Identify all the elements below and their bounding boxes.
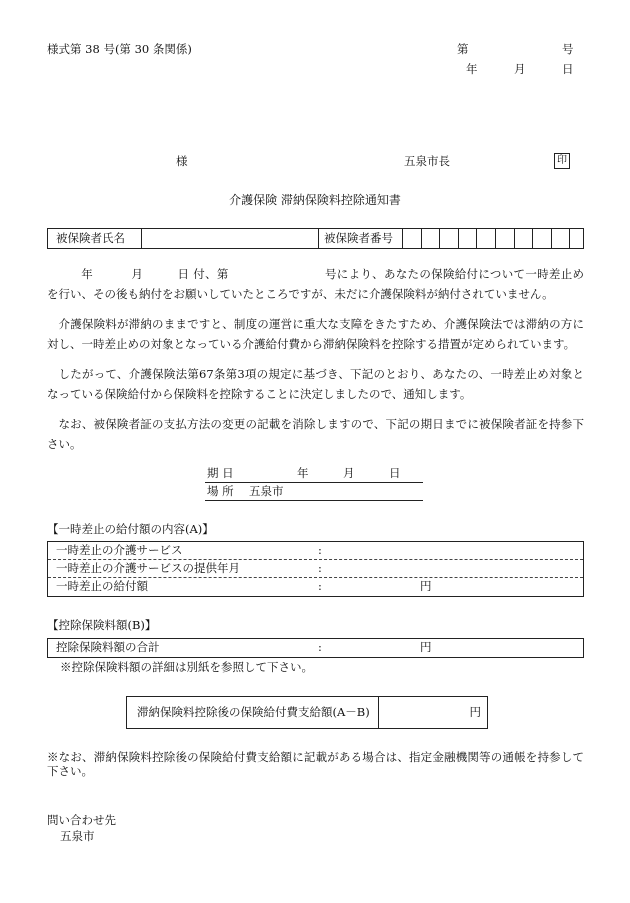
insured-number-digit[interactable] (570, 229, 583, 248)
insured-name-label: 被保険者氏名 (48, 229, 142, 248)
place-value: 五泉市 (249, 484, 284, 498)
paragraph-4: なお、被保険者証の支払方法の変更の記載を消除しますので、下記の期日までに被保険者証を持参下さい。 (47, 417, 584, 451)
insured-number-digit[interactable] (422, 229, 441, 248)
seal-mark: 印 (554, 153, 570, 169)
row-colon: : (318, 579, 322, 594)
insured-number-digit[interactable] (552, 229, 571, 248)
section-b-heading: 【控除保険料額(B)】 (47, 618, 157, 632)
net-benefit-label: 滞納保険料控除後の保険給付費支給額(A－B) (127, 697, 379, 728)
row-label: 一時差止の介護サービス (56, 542, 183, 557)
form-number: 様式第 38 号(第 30 条関係) (47, 42, 192, 56)
row-label: 一時差止の給付額 (56, 579, 148, 594)
insured-number-label: 被保険者番号 (319, 229, 403, 248)
document-title: 介護保険 滞納保険料控除通知書 (229, 193, 401, 207)
section-b-row (48, 639, 583, 657)
net-benefit-unit: 円 (469, 704, 481, 719)
paragraph-3: したがって、介護保険法第67条第3項の規定に基づき、下記のとおり、あなたの、一時差止め対象となっている保険給付から保険料を控除することに決定しましたので、通知します。 (47, 367, 584, 401)
p1-year: 年 (81, 267, 94, 281)
doc-number-suffix: 号 (562, 42, 574, 56)
deadline-label: 期 日 (207, 466, 234, 480)
paragraph-1 (47, 264, 584, 304)
insured-number-digit[interactable] (477, 229, 496, 248)
footnote: ※なお、滞納保険料控除後の保険給付費支給額に記載がある場合は、指定金融機関等の通帳を持参して下さい。 (47, 750, 584, 778)
insured-name-field[interactable] (142, 229, 319, 248)
insured-number-digit[interactable] (403, 229, 422, 248)
place-label: 場 所 (207, 484, 234, 498)
section-b-note: ※控除保険料額の詳細は別紙を参照して下さい。 (60, 660, 313, 674)
p1-month: 月 (131, 267, 144, 281)
issue-month: 月 (514, 62, 526, 76)
insured-info-box (47, 228, 584, 249)
insured-number-digit[interactable] (440, 229, 459, 248)
deadline-date-line (205, 466, 423, 483)
insured-number-digit[interactable] (533, 229, 552, 248)
row-unit: 円 (420, 640, 432, 655)
issue-year: 年 (466, 62, 478, 76)
section-b-table (47, 638, 584, 658)
insured-number-digit[interactable] (515, 229, 534, 248)
net-benefit-box (126, 696, 488, 729)
row-label: 一時差止の介護サービスの提供年月 (56, 560, 240, 575)
doc-number-prefix: 第 (457, 42, 469, 56)
issue-day: 日 (562, 62, 574, 76)
section-a-row (48, 560, 583, 578)
section-a-heading: 【一時差止の給付額の内容(A)】 (47, 522, 214, 536)
contact-office: 五泉市 (60, 829, 95, 843)
paragraph-2: 介護保険料が滞納のままですと、制度の運営に重大な支障をきたすため、介護保険法では滞納の方に対し、一時差止めの対象となっている介護給付費から滞納保険料を控除する措置が定められています。 (47, 317, 584, 351)
insured-number-digit[interactable] (496, 229, 515, 248)
p1-day: 日 付、第 (177, 267, 229, 281)
section-a-row (48, 542, 583, 560)
insured-number-digit[interactable] (459, 229, 478, 248)
row-colon: : (318, 560, 322, 575)
p1-text: 号により、あなたの保険給付について一時差止めを行い、その後も納付をお願いしていたところですが、未だに介護保険料が納付されていません。 (47, 267, 585, 301)
addressee-honorific: 様 (176, 154, 188, 168)
row-unit: 円 (420, 579, 432, 594)
deadline-place-line (205, 484, 423, 501)
mayor-title: 五泉市長 (404, 154, 450, 168)
deadline-month: 月 (343, 466, 355, 480)
section-a-row (48, 578, 583, 596)
deadline-day: 日 (389, 466, 401, 480)
row-colon: : (318, 640, 322, 655)
row-colon: : (318, 542, 322, 557)
contact-label: 問い合わせ先 (47, 813, 116, 827)
section-a-table (47, 541, 584, 597)
row-label: 控除保険料額の合計 (56, 640, 160, 655)
deadline-year: 年 (297, 466, 309, 480)
